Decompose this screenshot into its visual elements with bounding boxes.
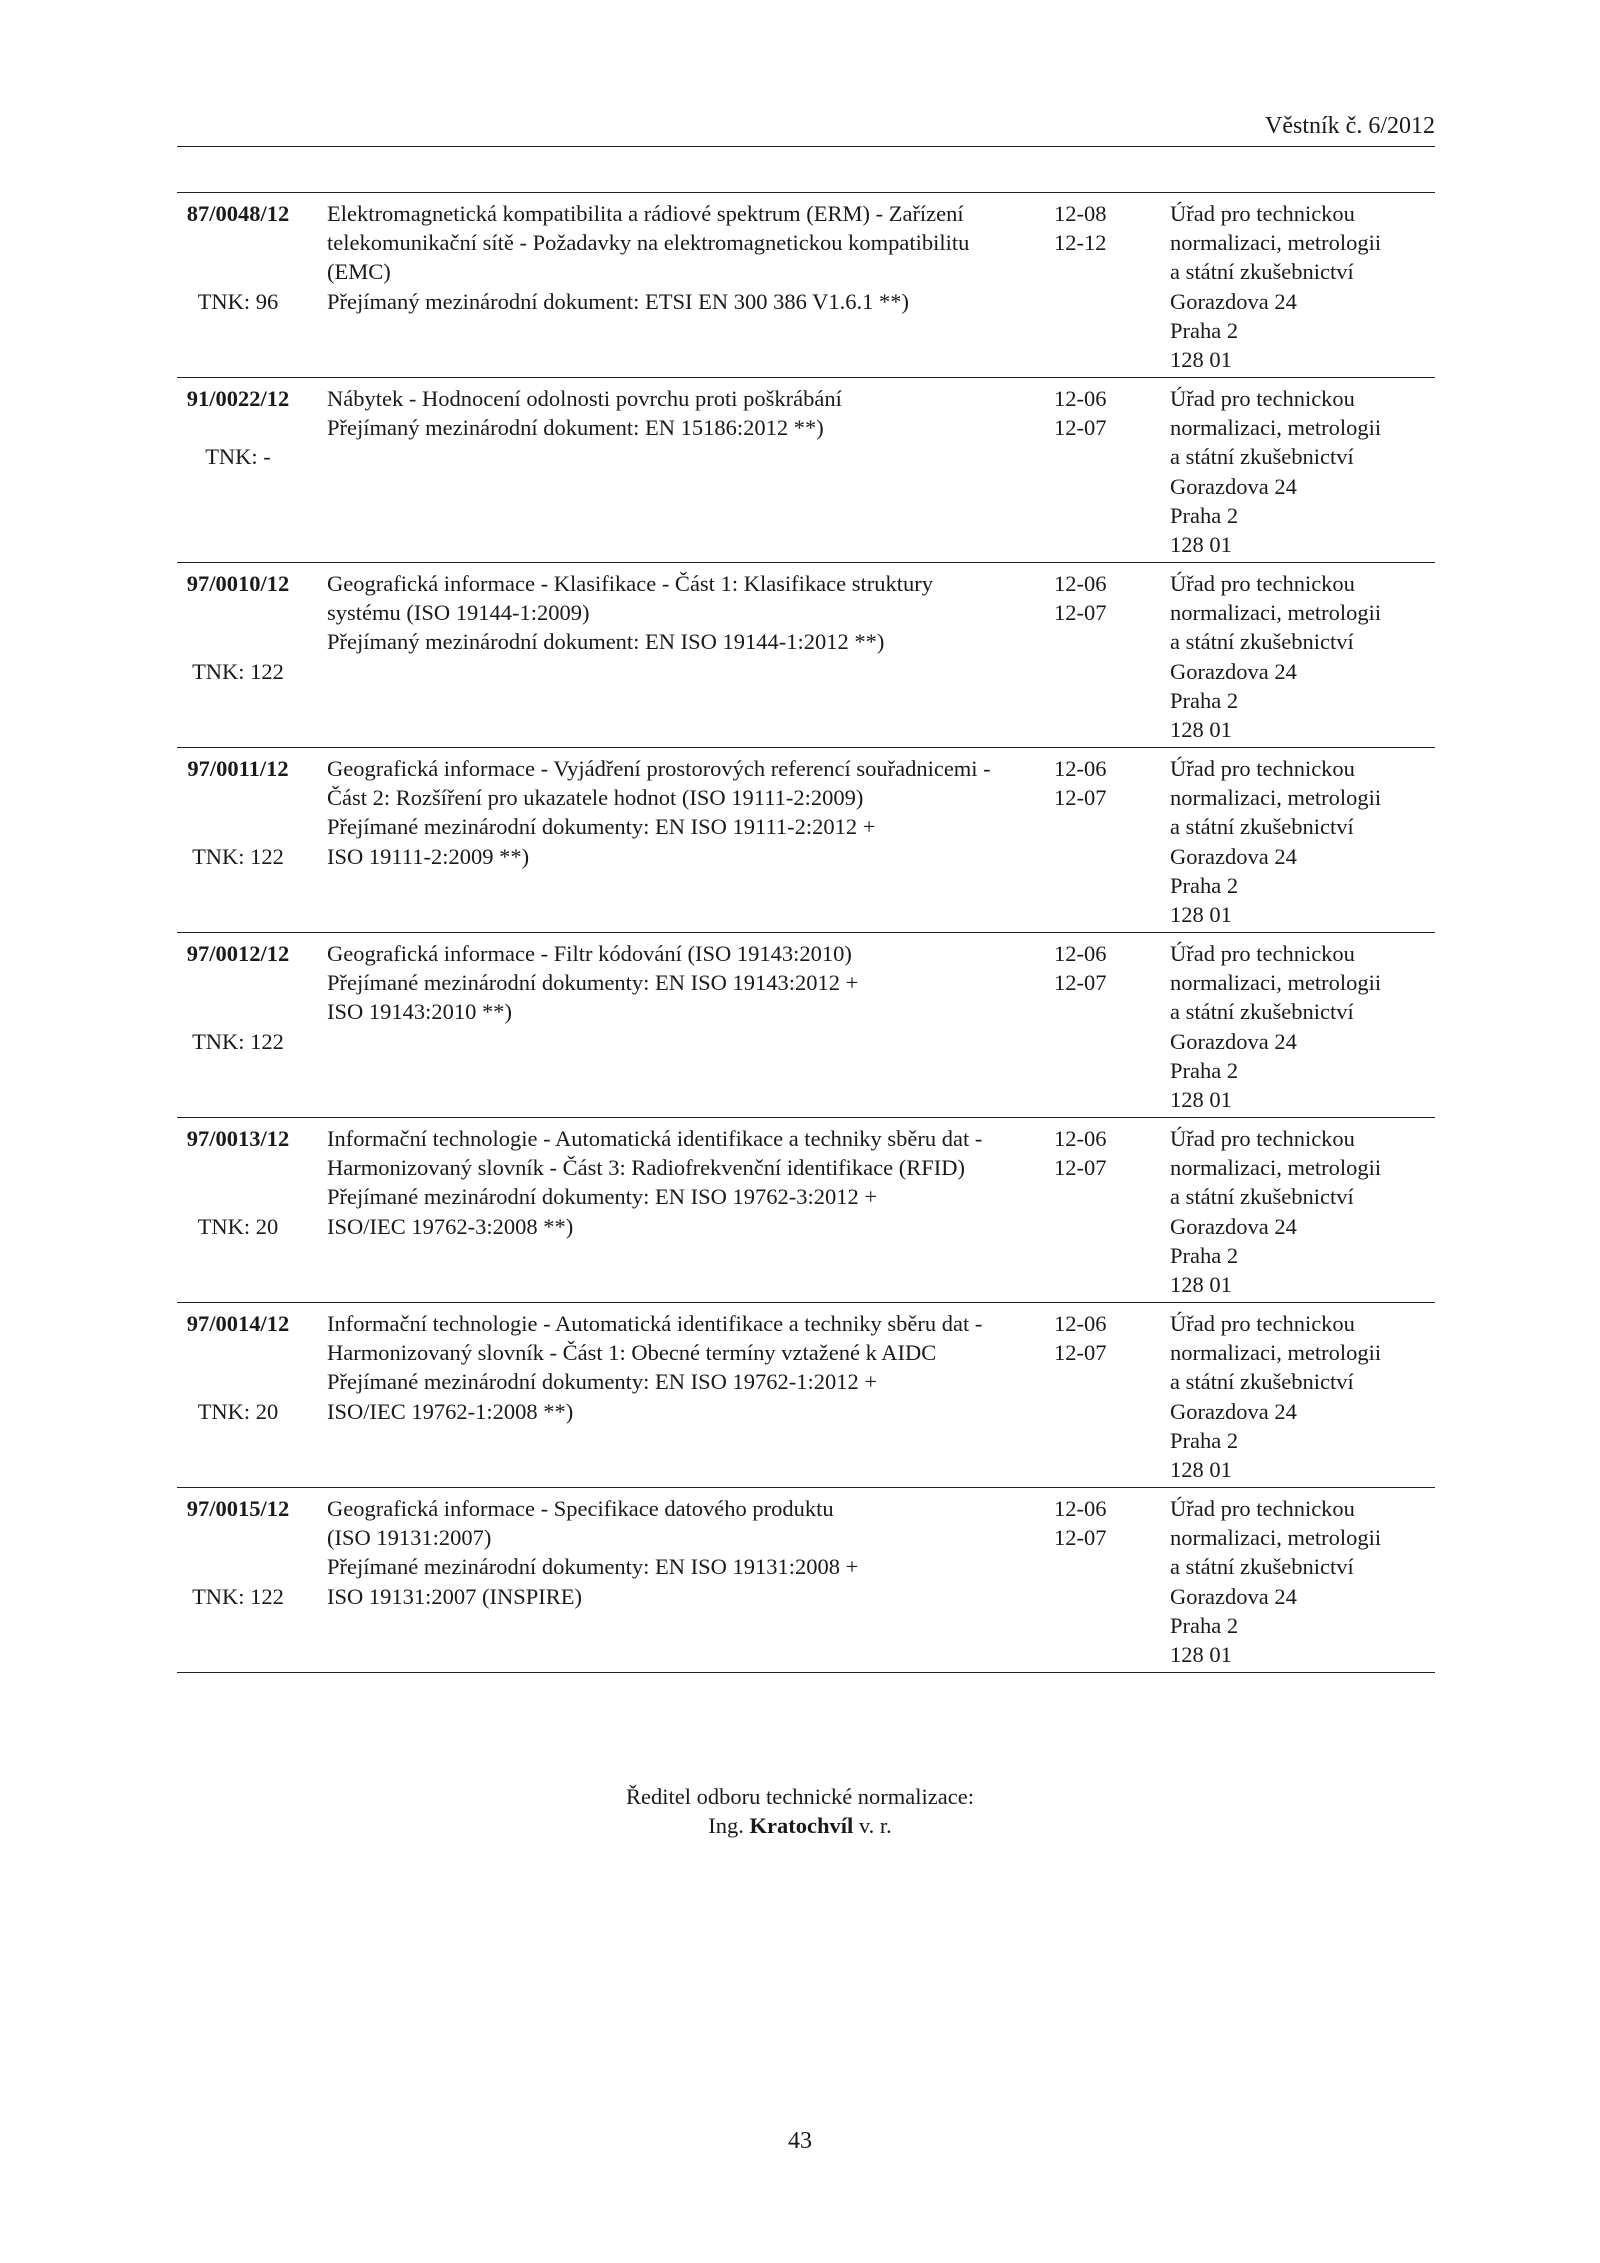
notice-dates-cell	[1054, 1309, 1134, 1367]
address-line: 128 01	[1170, 717, 1232, 743]
date-line: 12-07	[1054, 600, 1107, 626]
title-line: Přejímaný mezinárodní dokument: EN 15186:2012 **)	[327, 415, 824, 441]
notice-code: 97/0012/12	[186, 941, 290, 966]
notice-address-cell	[1170, 754, 1435, 929]
notice-code: 97/0015/12	[186, 1496, 290, 1521]
date-line: 12-06	[1054, 571, 1107, 596]
date-line: 12-06	[1054, 1311, 1107, 1336]
notice-code: 91/0022/12	[186, 386, 290, 411]
notice-id-cell	[177, 1124, 299, 1239]
notice-dates-cell	[1054, 569, 1134, 627]
title-line: Geografická informace - Klasifikace - Část 1: Klasifikace struktury	[327, 571, 934, 596]
tnk-label: TNK: 20	[197, 1213, 279, 1239]
title-line: Přejímané mezinárodní dokumenty: EN ISO 19143:2012 +	[327, 970, 859, 996]
title-line: Přejímané mezinárodní dokumenty: EN ISO 19131:2008 +	[327, 1554, 859, 1580]
title-line: (ISO 19131:2007)	[327, 1525, 492, 1551]
title-line: systému (ISO 19144-1:2009)	[327, 600, 590, 626]
address-line: Praha 2	[1170, 1242, 1239, 1268]
title-line: Harmonizovaný slovník - Část 3: Radiofrekvenční identifikace (RFID)	[327, 1155, 965, 1181]
address-line: a státní zkušebnictví	[1170, 1184, 1354, 1210]
title-line: ISO 19143:2010 **)	[327, 999, 512, 1025]
signature-suffix: v. r.	[858, 1813, 892, 1839]
signature-name-line	[0, 1811, 1600, 1840]
address-line: a státní zkušebnictví	[1170, 259, 1354, 285]
table-row	[177, 562, 1435, 747]
title-line: Přejímaný mezinárodní dokument: EN ISO 19144-1:2012 **)	[327, 629, 885, 655]
address-line: a státní zkušebnictví	[1170, 814, 1354, 840]
tnk-label: TNK: 122	[192, 658, 284, 684]
address-line: Gorazdova 24	[1170, 1213, 1297, 1239]
address-line: Úřad pro technickou	[1170, 1311, 1355, 1336]
address-line: Gorazdova 24	[1170, 1398, 1297, 1424]
notice-id-cell	[177, 569, 299, 684]
address-line: a státní zkušebnictví	[1170, 1369, 1354, 1395]
date-line: 12-06	[1054, 756, 1107, 781]
notice-address-cell	[1170, 199, 1435, 374]
tnk-label: TNK: 96	[197, 288, 279, 314]
title-line: Geografická informace - Specifikace datového produktu	[327, 1496, 834, 1521]
notice-title-cell	[327, 939, 1047, 1027]
notice-id-cell	[177, 1309, 299, 1424]
address-line: Gorazdova 24	[1170, 473, 1297, 499]
date-line: 12-08	[1054, 201, 1107, 226]
address-line: Úřad pro technickou	[1170, 1496, 1355, 1521]
address-line: normalizaci, metrologii	[1170, 415, 1382, 441]
tnk-label: TNK: 122	[192, 843, 284, 869]
notice-code: 97/0013/12	[186, 1126, 290, 1151]
address-line: 128 01	[1170, 1457, 1232, 1483]
notice-address-cell	[1170, 1124, 1435, 1299]
date-line: 12-06	[1054, 1126, 1107, 1151]
date-line: 12-07	[1054, 415, 1107, 441]
table-row	[177, 193, 1435, 377]
address-line: Gorazdova 24	[1170, 1028, 1297, 1054]
address-line: a státní zkušebnictví	[1170, 629, 1354, 655]
title-line: Elektromagnetická kompatibilita a rádiové spektrum (ERM) - Zařízení	[327, 201, 964, 226]
address-line: Úřad pro technickou	[1170, 1126, 1355, 1151]
notice-title-cell	[327, 1309, 1047, 1426]
notice-address-cell	[1170, 1309, 1435, 1484]
notice-title-cell	[327, 1124, 1047, 1241]
date-line: 12-07	[1054, 970, 1107, 996]
address-line: Gorazdova 24	[1170, 1583, 1297, 1609]
address-line: Praha 2	[1170, 687, 1239, 713]
address-line: Gorazdova 24	[1170, 843, 1297, 869]
address-line: Praha 2	[1170, 1427, 1239, 1453]
address-line: normalizaci, metrologii	[1170, 600, 1382, 626]
address-line: normalizaci, metrologii	[1170, 970, 1382, 996]
signature-block	[0, 1782, 1600, 1840]
table-row	[177, 1117, 1435, 1302]
notice-code: 97/0011/12	[187, 756, 289, 781]
date-line: 12-06	[1054, 1496, 1107, 1521]
address-line: Praha 2	[1170, 872, 1239, 898]
address-line: Praha 2	[1170, 317, 1239, 343]
title-line: Informační technologie - Automatická identifikace a techniky sběru dat -	[327, 1311, 983, 1336]
title-line: Přejímané mezinárodní dokumenty: EN ISO 19111-2:2012 +	[327, 814, 876, 840]
tnk-label: TNK: 122	[192, 1028, 284, 1054]
date-line: 12-06	[1054, 386, 1107, 411]
journal-header: Věstník č. 6/2012	[1265, 113, 1435, 139]
notice-title-cell	[327, 754, 1047, 871]
tnk-label: TNK: -	[205, 444, 271, 470]
address-line: Gorazdova 24	[1170, 658, 1297, 684]
table-row	[177, 1487, 1435, 1672]
address-line: normalizaci, metrologii	[1170, 1525, 1382, 1551]
signature-prefix: Ing.	[708, 1813, 744, 1839]
date-line: 12-07	[1054, 1525, 1107, 1551]
notice-title-cell	[327, 1494, 1047, 1611]
title-line: Informační technologie - Automatická identifikace a techniky sběru dat -	[327, 1126, 983, 1151]
date-line: 12-06	[1054, 941, 1107, 966]
table-row	[177, 747, 1435, 932]
title-line: ISO 19111-2:2009 **)	[327, 843, 530, 869]
notice-id-cell	[177, 384, 299, 470]
title-line: Geografická informace - Filtr kódování (ISO 19143:2010)	[327, 941, 852, 966]
address-line: Úřad pro technickou	[1170, 571, 1355, 596]
title-line: ISO 19131:2007 (INSPIRE)	[327, 1583, 583, 1609]
header-rule	[177, 146, 1435, 147]
notice-dates-cell	[1054, 754, 1134, 812]
tnk-label: TNK: 122	[192, 1583, 284, 1609]
title-line: Část 2: Rozšíření pro ukazatele hodnot (ISO 19111-2:2009)	[327, 785, 864, 811]
address-line: 128 01	[1170, 1642, 1232, 1668]
address-line: a státní zkušebnictví	[1170, 1554, 1354, 1580]
address-line: normalizaci, metrologii	[1170, 230, 1382, 256]
title-line: telekomunikační sítě - Požadavky na elektromagnetickou kompatibilitu	[327, 230, 970, 256]
address-line: normalizaci, metrologii	[1170, 785, 1382, 811]
date-line: 12-07	[1054, 1340, 1107, 1366]
notice-title-cell	[327, 199, 1047, 316]
address-line: Úřad pro technickou	[1170, 756, 1355, 781]
address-line: Praha 2	[1170, 1612, 1239, 1638]
notice-dates-cell	[1054, 939, 1134, 997]
address-line: 128 01	[1170, 1087, 1232, 1113]
notice-dates-cell	[1054, 1124, 1134, 1182]
address-line: a státní zkušebnictví	[1170, 444, 1354, 470]
title-line: Přejímané mezinárodní dokumenty: EN ISO 19762-1:2012 +	[327, 1369, 878, 1395]
notice-title-cell	[327, 384, 1047, 442]
title-line: ISO/IEC 19762-3:2008 **)	[327, 1213, 574, 1239]
notice-code: 87/0048/12	[186, 201, 290, 226]
title-line: Nábytek - Hodnocení odolnosti povrchu proti poškrábání	[327, 386, 842, 411]
address-line: normalizaci, metrologii	[1170, 1340, 1382, 1366]
table-row	[177, 377, 1435, 562]
address-line: normalizaci, metrologii	[1170, 1155, 1382, 1181]
title-line: Geografická informace - Vyjádření prostorových referencí souřadnicemi -	[327, 756, 991, 781]
table-row	[177, 1302, 1435, 1487]
date-line: 12-07	[1054, 1155, 1107, 1181]
notice-dates-cell	[1054, 384, 1134, 442]
title-line: Přejímané mezinárodní dokumenty: EN ISO 19762-3:2012 +	[327, 1184, 878, 1210]
address-line: Praha 2	[1170, 1057, 1239, 1083]
address-line: Praha 2	[1170, 502, 1239, 528]
address-line: Úřad pro technickou	[1170, 201, 1355, 226]
signature-title: Ředitel odboru technické normalizace:	[626, 1784, 974, 1809]
address-line: a státní zkušebnictví	[1170, 999, 1354, 1025]
address-line: 128 01	[1170, 902, 1232, 928]
title-line: Přejímaný mezinárodní dokument: ETSI EN 300 386 V1.6.1 **)	[327, 288, 910, 314]
notice-address-cell	[1170, 384, 1435, 559]
date-line: 12-07	[1054, 785, 1107, 811]
address-line: Úřad pro technickou	[1170, 386, 1355, 411]
notice-address-cell	[1170, 569, 1435, 744]
notice-address-cell	[1170, 1494, 1435, 1669]
date-line: 12-12	[1054, 230, 1107, 256]
address-line: Úřad pro technickou	[1170, 941, 1355, 966]
page-number: 43	[788, 2128, 812, 2154]
notice-address-cell	[1170, 939, 1435, 1114]
signature-name: Kratochvíl	[749, 1813, 854, 1839]
title-line: (EMC)	[327, 259, 391, 285]
notice-id-cell	[177, 199, 299, 314]
notice-id-cell	[177, 1494, 299, 1609]
address-line: 128 01	[1170, 532, 1232, 558]
tnk-label: TNK: 20	[197, 1398, 279, 1424]
notice-code: 97/0014/12	[186, 1311, 290, 1336]
notice-dates-cell	[1054, 199, 1134, 257]
title-line: Harmonizovaný slovník - Část 1: Obecné termíny vztažené k AIDC	[327, 1340, 937, 1366]
notice-dates-cell	[1054, 1494, 1134, 1552]
address-line: 128 01	[1170, 1272, 1232, 1298]
title-line: ISO/IEC 19762-1:2008 **)	[327, 1398, 574, 1424]
notice-code: 97/0010/12	[186, 571, 290, 596]
notice-id-cell	[177, 939, 299, 1054]
notice-table	[177, 192, 1435, 1673]
table-row	[177, 932, 1435, 1117]
address-line: Gorazdova 24	[1170, 288, 1297, 314]
notice-title-cell	[327, 569, 1047, 657]
notice-id-cell	[177, 754, 299, 869]
address-line: 128 01	[1170, 347, 1232, 373]
